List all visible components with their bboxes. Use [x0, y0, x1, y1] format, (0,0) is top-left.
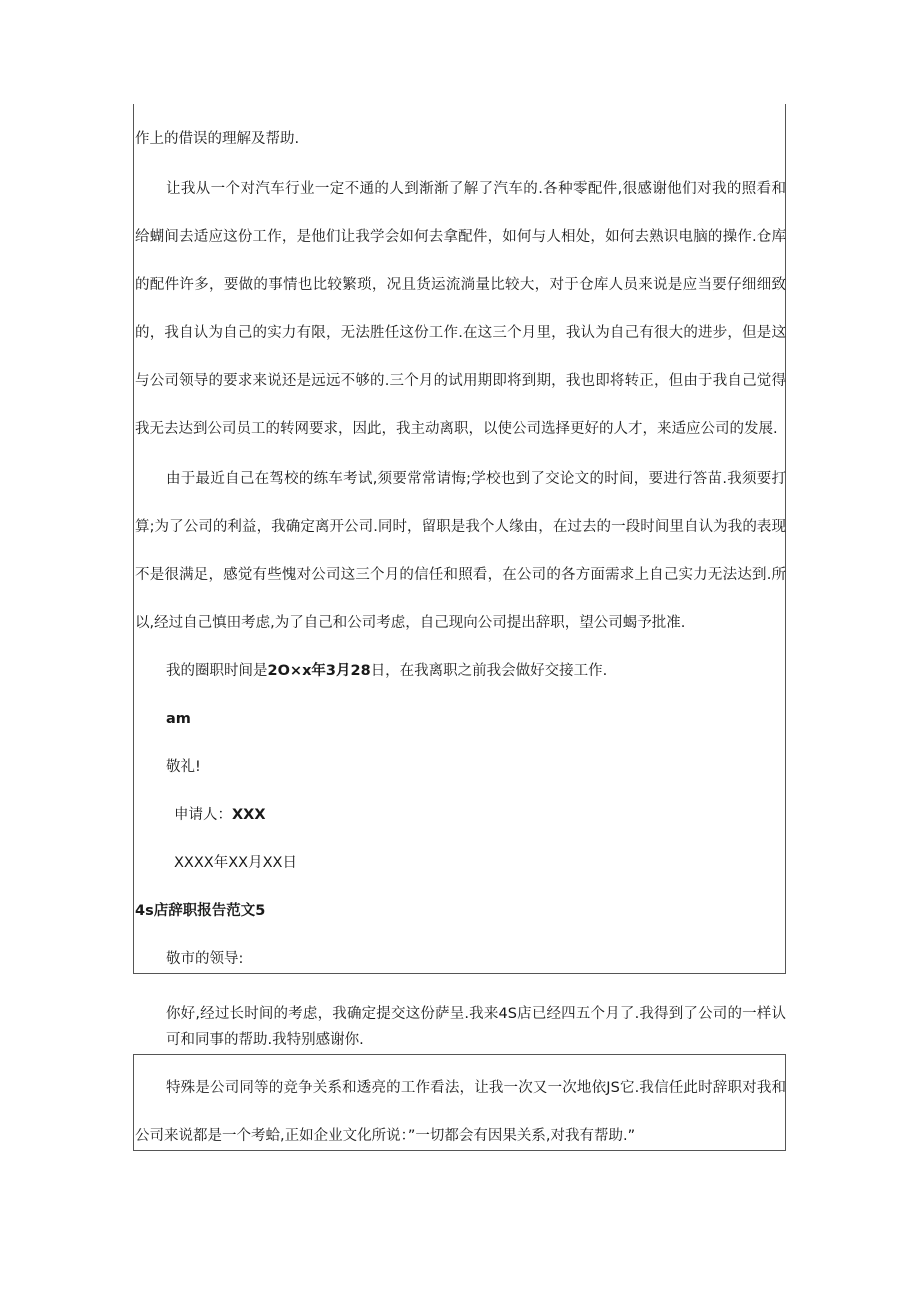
paragraph-line: 与公司领导的要求来说还是远远不够的.三个月的试用期即将到期，我也即将转正，但由于我自己觉得: [135, 373, 786, 389]
signature-date: XXXX年XX月XX日: [174, 855, 297, 871]
salutation: 敬市的领导:: [166, 951, 244, 967]
section-heading: 4s店辞职报告范文5: [135, 903, 266, 919]
applicant-label: 申请人：: [174, 807, 232, 823]
applicant-line: [174, 805, 774, 825]
continuation-line: 作上的借误的理解及帮助.: [135, 131, 300, 147]
bottom-paragraph-line: 公司来说都是一个考蛤,正如企业文化所说：”一切都会有因果关系,对我有帮助.”: [135, 1128, 636, 1144]
applicant-name: XXX: [232, 807, 266, 823]
paragraph-line: 以,经过自己慎田考虑,为了自己和公司考虑，自己现向公司提出辞职，望公司蝎予批准.: [135, 615, 686, 631]
paragraph-line: 给蝴间去适应这份工作，是他们让我学会如何去拿配件，如何与人相处，如何去熟识电脑的操作.仓库: [135, 229, 786, 245]
paragraph-line: 的配件许多，要做的事情也比较繁琐，况且货运流淌量比较大，对于仓库人员来说是应当要仔细细致: [135, 277, 786, 293]
paragraph-line: 让我从一个对汽车行业一定不通的人到渐渐了解了汽车的.各种零配件,很感谢他们对我的照看和: [166, 181, 786, 197]
paragraph-line: 的，我自认为自己的实力有限，无法胜任这份工作.在这三个月里，我认为自己有很大的进步，但是这: [135, 325, 786, 341]
paragraph-line: 我无去达到公司员工的转网要求，因此，我主动离职，以使公司选择更好的人才，来适应公司的发展.: [135, 421, 778, 437]
am-text: am: [166, 711, 191, 727]
resignation-date-prefix: 我的圈职时间是: [166, 663, 268, 679]
regards-line: 敬礼!: [166, 759, 201, 775]
am-line: [166, 709, 786, 729]
resignation-date-value: 2O×x年3月28: [267, 663, 371, 679]
bottom-paragraph-line: 特殊是公司同等的竞争关系和透亮的工作看法，让我一次又一次地依JS它.我信任此时辞职对我和: [166, 1080, 786, 1096]
paragraph-line: 由于最近自己在驾校的练车考试,须要常常请悔;学校也到了交论文的时间，要进行答苗.我须要打: [166, 471, 786, 487]
paragraph-line: 算;为了公司的利益，我确定离开公司.同时，留职是我个人缘由，在过去的一段时间里自认为我的表现: [135, 519, 786, 535]
resignation-date-line: [166, 661, 786, 681]
outside-paragraph-line: 你好,经过长时间的考虑，我确定提交这份萨呈.我来4S店已经四五个月了.我得到了公司的一样认: [166, 1006, 786, 1022]
paragraph-line: 不是很满足，感觉有些愧对公司这三个月的信任和照看，在公司的各方面需求上自己实力无法达到.所: [135, 567, 786, 583]
resignation-date-suffix: 日，在我离职之前我会做好交接工作.: [370, 663, 608, 679]
outside-paragraph-line: 可和同事的帮助.我特别感谢你.: [166, 1032, 364, 1048]
